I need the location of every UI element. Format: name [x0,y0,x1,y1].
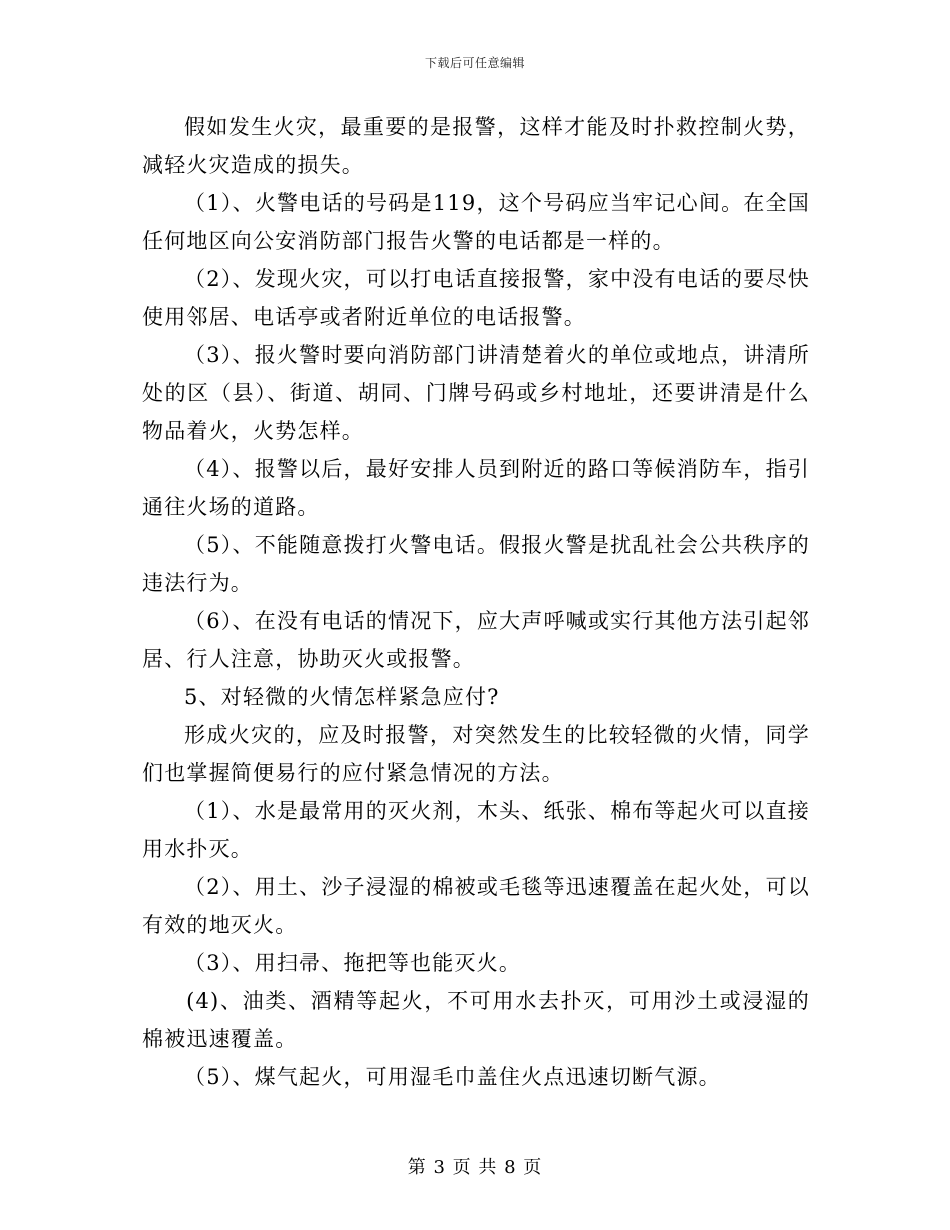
paragraph: 假如发生火灾，最重要的是报警，这样才能及时扑救控制火势，减轻火灾造成的损失。 [142,115,810,177]
paragraph: （5）、煤气起火，可用湿毛巾盖住火点迅速切断气源。 [184,1065,721,1089]
paragraph: （3）、用扫帚、拖把等也能灭火。 [184,951,522,975]
paragraph: 形成火灾的，应及时报警，对突然发生的比较轻微的火情，同学们也掌握简便易行的应付紧急情况的方法。 [142,723,810,785]
page-number-current: 3 [433,1157,446,1178]
paragraph: （1）、火警电话的号码是119，这个号码应当牢记心间。在全国任何地区向公安消防部门报告火警的电话都是一样的。 [142,191,810,253]
paragraph: (4)、油类、酒精等起火，不可用水去扑灭，可用沙土或浸湿的棉被迅速覆盖。 [142,989,810,1051]
paragraph: （1）、水是最常用的灭火剂，木头、纸张、棉布等起火可以直接用水扑灭。 [142,799,810,861]
paragraph: （6）、在没有电话的情况下，应大声呼喊或实行其他方法引起邻居、行人注意，协助灭火或报警。 [142,609,810,671]
section-heading: 5、对轻微的火情怎样紧急应付? [184,685,500,709]
page-number-mid: 页 共 [452,1157,498,1178]
paragraph: （2）、发现火灾，可以打电话直接报警，家中没有电话的要尽快使用邻居、电话亭或者附近单位的电话报警。 [142,267,810,329]
header-note: 下载后可任意编辑 [424,56,525,70]
paragraph: （5）、不能随意拨打火警电话。假报火警是扰乱社会公共秩序的违法行为。 [142,533,810,595]
paragraph: （2）、用土、沙子浸湿的棉被或毛毯等迅速覆盖在起火处，可以有效的地灭火。 [142,875,810,937]
paragraph: （3）、报火警时要向消防部门讲清楚着火的单位或地点，讲清所处的区（县）、街道、胡同、门牌号码或乡村地址，还要讲清是什么物品着火，火势怎样。 [142,343,810,443]
document-body [142,108,810,1096]
page-number-prefix: 第 [407,1157,427,1178]
page-number [0,1153,950,1179]
paragraph: （4）、报警以后，最好安排人员到附近的路口等候消防车，指引通往火场的道路。 [142,457,810,519]
page-number-total: 8 [504,1157,517,1178]
page-number-suffix: 页 [523,1157,543,1178]
